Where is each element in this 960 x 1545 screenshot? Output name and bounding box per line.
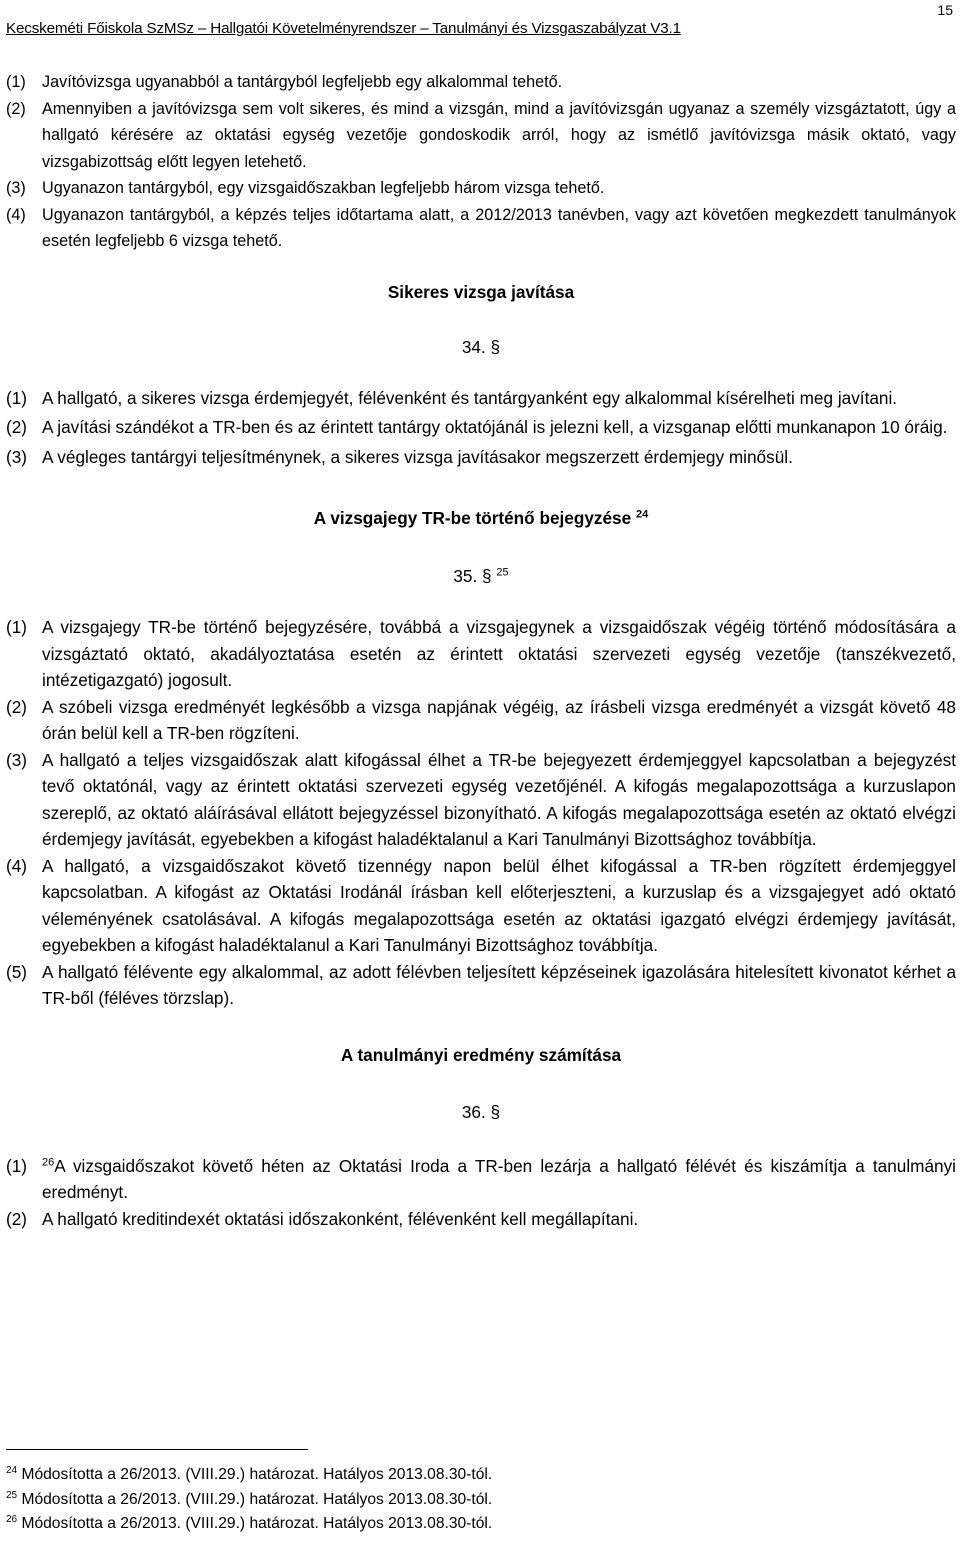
clause-number: (4)	[6, 855, 28, 876]
clause-number: (1)	[6, 617, 28, 637]
section-title-text: A vizsgajegy TR-be történő bejegyzése	[313, 508, 632, 528]
footnote-ref-25: 25	[496, 566, 509, 579]
clause-text: A hallgató, a sikeres vizsga érdemjegyét, félévenként és tantárgyanként egy alkalommal kísérelheti meg javítani.	[42, 387, 898, 408]
clause-35-4	[6, 853, 956, 959]
document-body	[6, 69, 956, 1232]
clause-text: Ugyanazon tantárgyból, a képzés teljes időtartama alatt, a 2012/2013 tanévben, vagy azt követően megkezdett tanulmányok esetén legfeljebb 6 vizsga tehető.	[42, 205, 956, 250]
footnotes	[6, 1463, 492, 1537]
paragraph-number-34: 34. §	[461, 336, 501, 357]
clause-text: A vizsgajegy TR-be történő bejegyzésére, továbbá a vizsgajegynek a vizsgaidőszak végéig történő módosítására a vizsgáztató oktató, akadályoztatása esetén az érintett oktatási szervezeti egység vezetője (tanszékvezető, intézetigazgató) jogosult.	[42, 617, 956, 690]
running-header: Kecskeméti Főiskola SzMSz – Hallgatói Követelményrendszer – Tanulmányi és Vizsgaszabályzat V3.1	[6, 20, 681, 37]
footnote-ref-24: 24	[635, 508, 649, 521]
clause-text: A hallgató, a vizsgaidőszakot követő tizennégy napon belül élhet kifogással a TR-ben rögzített érdemjeggyel kapcsolatban. A kifogást az Oktatási Irodánál írásban kell előterjeszteni, a kurzuslap és a vizsgajegyet adó oktató véleményének csatolásával. A kifogás megalapozottsága esetén az oktatási igazgató elvégzi érdemjegy javítását, egyebekben a kifogást haladéktalanul a Kari Tanulmányi Bizottsághoz továbbítja.	[42, 855, 956, 955]
section-title-34: Sikeres vizsga javítása	[387, 281, 575, 302]
footnote-number: 26	[6, 1513, 18, 1525]
clause-number: (2)	[6, 696, 28, 717]
clause-text: A javítási szándékot a TR-ben és az érintett tantárgy oktatójánál is jelezni kell, a vizsganap előtti munkanapon 10 óráig.	[42, 417, 948, 437]
clause-text: A szóbeli vizsga eredményét legkésőbb a vizsga napjának végéig, az írásbeli vizsga eredményét a vizsgát követő 48 órán belül kell a TR-ben rögzíteni.	[42, 696, 956, 743]
clause-number: (2)	[6, 1208, 28, 1229]
footnote-ref-26: 26	[42, 1155, 55, 1168]
clause-35-3	[6, 747, 956, 853]
clause-number: (3)	[6, 749, 28, 770]
footnote-text: Módosította a 26/2013. (VIII.29.) határozat. Hatályos 2013.08.30-tól.	[21, 1515, 493, 1532]
clause-text: Javítóvizsga ugyanabból a tantárgyból legfeljebb egy alkalommal tehető.	[42, 73, 563, 91]
clause-prev-1	[6, 69, 956, 96]
footnote-number: 25	[6, 1489, 18, 1501]
clause-36-2	[6, 1206, 956, 1233]
clause-35-1	[6, 614, 956, 694]
clause-text: A végleges tantárgyi teljesítménynek, a sikeres vizsga javításakor megszerzett érdemjegy minősül.	[42, 446, 793, 467]
clause-prev-4	[6, 202, 956, 255]
paragraph-number-36: 36. §	[461, 1101, 501, 1122]
clause-number: (3)	[6, 446, 28, 467]
clause-text: Ugyanazon tantárgyból, egy vizsgaidőszakban legfeljebb három vizsga tehető.	[42, 179, 605, 197]
clause-number: (1)	[6, 387, 28, 408]
clause-number: (2)	[6, 417, 28, 437]
section-title-35	[6, 505, 956, 531]
page-number: 15	[937, 2, 953, 18]
clause-34-1	[6, 385, 956, 412]
paragraph-number-text: 35. §	[453, 566, 492, 586]
clause-text: A hallgató kreditindexét oktatási időszakonként, félévenként kell megállapítani.	[42, 1208, 639, 1229]
clause-number: (1)	[6, 1155, 28, 1176]
clause-number: (1)	[6, 73, 26, 91]
clause-35-2	[6, 694, 956, 747]
footnote-25	[6, 1488, 492, 1513]
clause-number: (4)	[6, 205, 26, 224]
footnote-text: Módosította a 26/2013. (VIII.29.) határozat. Hatályos 2013.08.30-tól.	[21, 1490, 493, 1508]
clause-35-5	[6, 959, 956, 1012]
footnote-text: Módosította a 26/2013. (VIII.29.) határozat. Hatályos 2013.08.30-tól.	[21, 1466, 493, 1483]
footnote-24	[6, 1463, 492, 1488]
footnote-number: 24	[6, 1464, 18, 1476]
clause-text: A hallgató félévente egy alkalommal, az adott félévben teljesített képzéseinek igazolására hitelesített kivonatot kérhet a TR-ből (féléves törzslap).	[42, 961, 956, 1008]
paragraph-number-35	[6, 563, 956, 589]
footnote-26	[6, 1512, 492, 1537]
clause-prev-2	[6, 96, 956, 176]
clause-number: (2)	[6, 99, 26, 118]
section-title-36: A tanulmányi eredmény számítása	[340, 1044, 622, 1065]
clause-36-1	[6, 1153, 956, 1206]
clause-text: Amennyiben a javítóvizsga sem volt sikeres, és mind a vizsgán, mind a javítóvizsgán ugyanaz a személy vizsgáztatott, úgy a hallgató kérésére az oktatási egység vezetője gondoskodik arról, hogy az ismétlő javítóvizsga másik oktató, vagy vizsgabizottság előtt legyen letehető.	[42, 99, 956, 171]
clause-34-2	[6, 414, 956, 441]
clause-text: A vizsgaidőszakot követő héten az Oktatási Iroda a TR-ben lezárja a hallgató félévét és kiszámítja a tanulmányi eredményt.	[42, 1155, 956, 1202]
clause-prev-3	[6, 175, 956, 202]
clause-text: A hallgató a teljes vizsgaidőszak alatt kifogással élhet a TR-be bejegyezett érdemjeggyel kapcsolatban a bejegyzést tevő oktatónál, vagy az érintett oktatási szervezeti egység vezetőjénél. A kifogás megalapozottsága a kurzuslapon szereplő, az oktató aláírásával ellátott bejegyzéssel bizonyítható. A kifogás megalapozottsága esetén az oktató elvégzi érdemjegy javítását, egyebekben a kifogást haladéktalanul a Kari Tanulmányi Bizottsághoz továbbítja.	[42, 749, 956, 849]
footnote-divider	[6, 1449, 308, 1450]
clause-number: (5)	[6, 961, 28, 982]
clause-34-3	[6, 444, 956, 471]
clause-number: (3)	[6, 179, 26, 197]
